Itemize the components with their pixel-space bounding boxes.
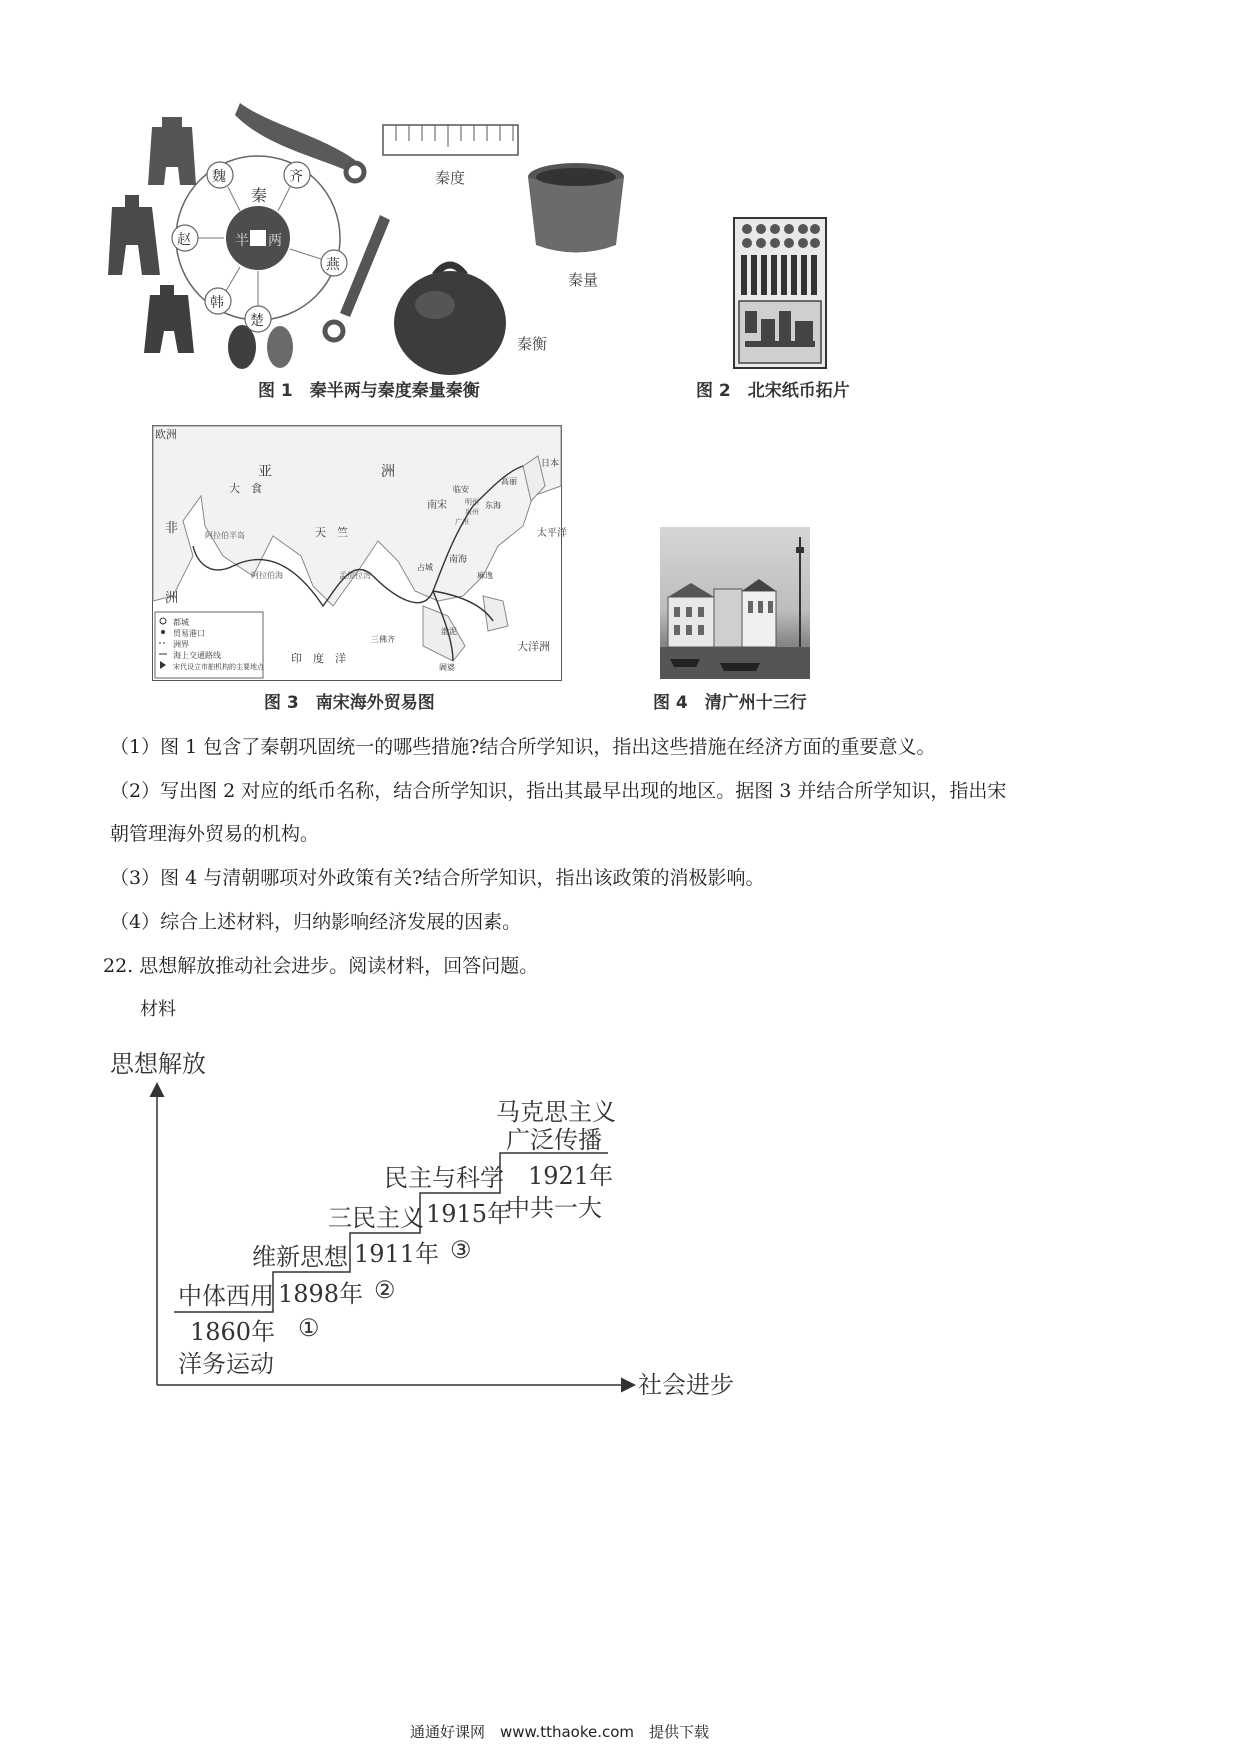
- step-2-idea: 维新思想: [252, 1243, 348, 1271]
- knife-coin-ring-icon: [325, 322, 343, 340]
- label-korea: 高丽: [501, 477, 517, 486]
- label-guangzhou: 广州: [455, 518, 469, 526]
- step-5-year: 1921年: [528, 1162, 614, 1190]
- state-han: 韩: [210, 295, 224, 311]
- label-pacific: 太平洋: [537, 528, 567, 539]
- qin-ruler-icon: [383, 125, 518, 155]
- qin-measure-icon: [528, 163, 624, 253]
- legend-border: 洲界: [173, 640, 189, 649]
- figure-1-illustration: [100, 95, 620, 395]
- step-4-year: 1915年: [426, 1200, 512, 1228]
- measure-label: 秦量: [568, 271, 599, 289]
- question-2-line-1: （2）写出图 2 对应的纸币名称，结合所学知识，指出其最早出现的地区。据图 3 并结合所学知识，指出宋: [110, 780, 1007, 802]
- staircase-chart: [100, 1040, 760, 1400]
- knife-coin-icon: [340, 215, 390, 317]
- label-africa-1: 非: [165, 521, 179, 536]
- question-2-line-2: 朝管理海外贸易的机构。: [110, 823, 320, 845]
- step-1-year: 1860年: [190, 1318, 276, 1346]
- figure-4-photo: [660, 527, 810, 679]
- label-japan: 日本: [541, 459, 560, 469]
- label-tianzhu: 天 竺: [315, 526, 348, 539]
- ruler-label: 秦度: [435, 169, 466, 187]
- trade-map-illustration: [153, 426, 567, 680]
- material-label: 材料: [140, 999, 176, 1020]
- label-sanfoqi: 三佛齐: [371, 635, 395, 644]
- label-arabia: 阿拉伯半岛: [205, 531, 245, 540]
- label-champa: 占城: [417, 563, 433, 572]
- thirteen-hongs-illustration: [660, 527, 810, 679]
- label-arabian-sea: 阿拉伯海: [251, 571, 283, 580]
- knife-coin-ring-icon: [346, 163, 364, 181]
- coin-char-left: 半: [235, 233, 249, 249]
- legend-capital: 都城: [173, 618, 189, 627]
- qin-weight-icon: [394, 265, 506, 375]
- spade-coin-icon: [148, 117, 196, 185]
- center-label: 秦: [251, 186, 268, 205]
- state-yan: 燕: [326, 257, 340, 273]
- figure-1: [100, 95, 620, 395]
- ant-nose-coin-icon: [267, 326, 293, 368]
- spade-coin-icon: [108, 195, 160, 275]
- label-east-sea: 东海: [485, 501, 501, 510]
- spade-coin-icon: [144, 285, 194, 353]
- step-3-event: ②: [374, 1276, 396, 1304]
- y-axis-label: 思想解放: [110, 1050, 206, 1078]
- step-2-event: ①: [298, 1314, 320, 1342]
- state-qi: 齐: [289, 169, 303, 185]
- label-bengal: 孟加拉湾: [339, 571, 371, 580]
- step-1-idea: 中体西用: [178, 1282, 274, 1310]
- label-south-sea: 南海: [449, 555, 468, 565]
- label-shepo: 阇婆: [439, 663, 455, 672]
- map-legend: [155, 612, 265, 678]
- footer-text: 通通好课网 www.tthaoke.com 提供下载: [410, 1723, 710, 1741]
- label-asia-2: 洲: [381, 464, 395, 480]
- figure-3-caption: 图 3 南宋海外贸易图: [264, 693, 435, 713]
- question-4: （4）综合上述材料，归纳影响经济发展的因素。: [110, 911, 522, 933]
- step-5-idea-line-2: 广泛传播: [506, 1126, 602, 1154]
- figure-3-map: [152, 425, 567, 681]
- figure-4-caption: 图 4 清广州十三行: [653, 693, 807, 713]
- question-3: （3）图 4 与清朝哪项对外政策有关?结合所学知识，指出该政策的消极影响。: [110, 867, 765, 889]
- legend-route: 海上交通路线: [173, 651, 221, 660]
- step-2-year: 1898年: [278, 1280, 364, 1308]
- label-africa-2: 洲: [165, 591, 179, 606]
- banknote-pattern-icon: [735, 219, 825, 367]
- weight-label: 秦衡: [517, 335, 548, 353]
- ant-nose-coin-icon: [228, 325, 256, 369]
- figure-1-caption: 图 1 秦半两与秦度秦量秦衡: [258, 381, 480, 401]
- question-22-title: 22. 思想解放推动社会进步。阅读材料，回答问题。: [103, 955, 539, 977]
- figure-2-banknote-rubbing: [733, 217, 827, 369]
- figure-2-caption: 图 2 北宋纸币拓片: [696, 381, 850, 401]
- label-boni: 渤泥: [441, 627, 457, 636]
- label-oceania: 大洋洲: [517, 640, 550, 653]
- label-mayi: 麻逸: [477, 571, 493, 580]
- label-nansong: 南宋: [427, 500, 447, 511]
- label-mingzhou: 明州: [465, 498, 479, 506]
- label-asia-1: 亚: [258, 464, 272, 480]
- step-1-event: 洋务运动: [178, 1350, 274, 1378]
- coin-char-right: 两: [268, 233, 282, 249]
- label-europe: 欧洲: [155, 428, 177, 441]
- step-5-idea-line-1: 马克思主义: [496, 1098, 616, 1126]
- question-1: （1）图 1 包含了秦朝巩固统一的哪些措施?结合所学知识，指出这些措施在经济方面的重要意义。: [110, 736, 936, 758]
- step-4-idea: 民主与科学: [384, 1164, 504, 1192]
- step-4-event: ③: [450, 1236, 472, 1264]
- label-lin-an: 临安: [453, 485, 469, 494]
- x-axis-label: 社会进步: [638, 1371, 734, 1399]
- step-3-year: 1911年: [354, 1240, 440, 1268]
- legend-port: 贸易港口: [173, 629, 205, 638]
- label-indian-ocean: 印 度 洋: [291, 652, 346, 665]
- state-zhao: 赵: [177, 232, 191, 248]
- step-5-event: 中共一大: [506, 1194, 602, 1222]
- state-chu: 楚: [250, 313, 264, 329]
- step-3-idea: 三民主义: [328, 1204, 424, 1232]
- legend-shibo: 宋代设立市舶机构的主要地点: [173, 663, 264, 671]
- label-quanzhou: 泉州: [465, 508, 479, 516]
- knife-coin-icon: [235, 103, 355, 171]
- label-dashi: 大 食: [229, 482, 262, 495]
- state-wei: 魏: [212, 169, 226, 185]
- thought-liberation-diagram: [100, 1040, 760, 1400]
